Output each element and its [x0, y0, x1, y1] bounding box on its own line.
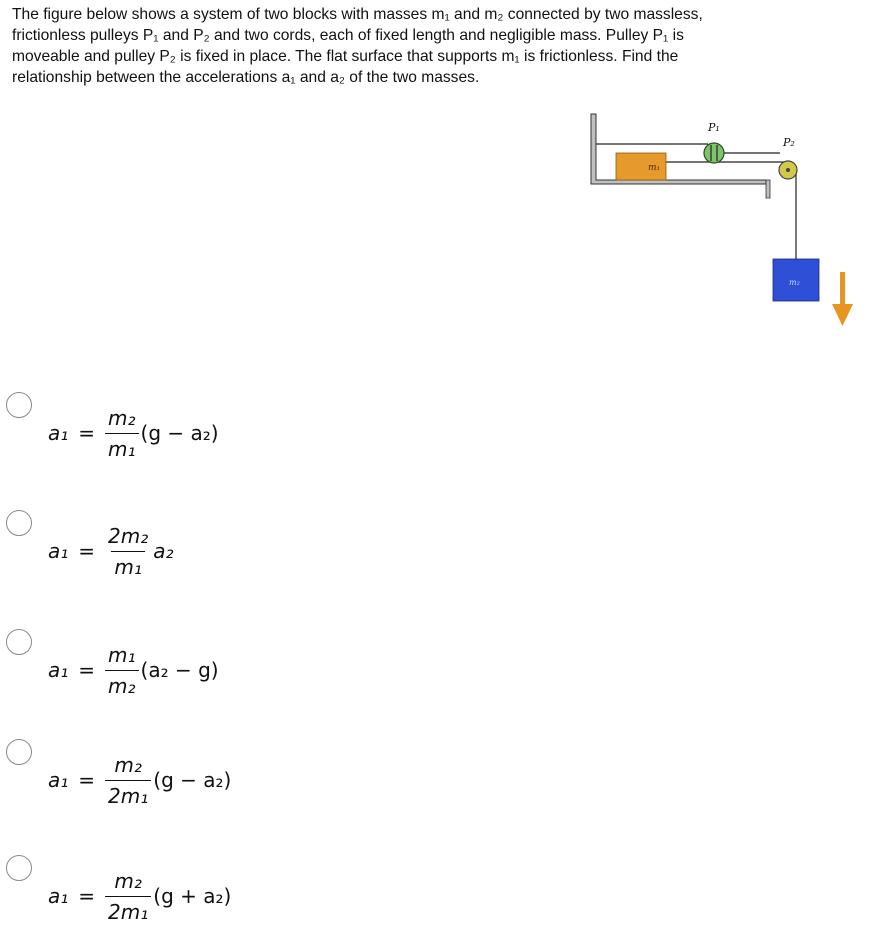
pulley-p1-label: P₁ [708, 121, 720, 134]
fraction-numerator: m₂ [114, 868, 142, 893]
formula-lhs: a₁ [48, 658, 69, 682]
formula-lhs: a₁ [48, 768, 69, 792]
fraction-denominator: m₁ [105, 433, 139, 461]
formula [48, 745, 231, 815]
pulley-p2-hub [786, 168, 790, 172]
formula-lhs: a₁ [48, 421, 69, 445]
radio-button[interactable] [6, 392, 32, 418]
option-4[interactable] [0, 739, 400, 819]
fraction-numerator: 2m₂ [108, 523, 149, 548]
fraction [105, 869, 151, 924]
fraction-numerator: m₂ [108, 405, 136, 430]
formula-tail: (a₂ − g) [140, 658, 219, 682]
fraction [105, 753, 151, 808]
fraction [105, 643, 139, 698]
fraction [105, 406, 139, 461]
formula-tail: (g − a₂) [140, 421, 219, 445]
question-line-4: relationship between the accelerations a₁ and a₂ of the two masses. [12, 69, 480, 86]
pulley-diagram [580, 112, 870, 337]
question-line-3: moveable and pulley P₂ is fixed in place. The flat surface that supports m₁ is frictionless. Find the [12, 48, 679, 65]
formula [48, 398, 219, 468]
radio-button[interactable] [6, 510, 32, 536]
formula-lhs: a₁ [48, 539, 69, 563]
formula [48, 516, 174, 586]
radio-button[interactable] [6, 629, 32, 655]
formula-tail: (g + a₂) [153, 884, 232, 908]
block-m2-label: m₂ [789, 278, 800, 287]
pulley-p1 [704, 143, 724, 163]
pulley-system-figure [580, 112, 870, 337]
radio-button[interactable] [6, 855, 32, 881]
formula-equals: = [78, 768, 96, 792]
question-line-2: frictionless pulleys P₁ and P₂ and two cords, each of fixed length and negligible mass. Pulley P₁ is [12, 27, 684, 44]
question-line-1: The figure below shows a system of two blocks with masses m₁ and m₂ connected by two massless, [12, 6, 703, 23]
option-2[interactable] [0, 510, 400, 590]
option-1[interactable] [0, 392, 400, 472]
table-leg [766, 180, 770, 198]
fraction-denominator: m₁ [111, 551, 145, 579]
formula-equals: = [78, 884, 96, 908]
fraction-numerator: m₁ [108, 642, 136, 667]
fraction [105, 524, 151, 579]
formula-tail: a₂ [153, 539, 174, 563]
formula-tail: (g − a₂) [153, 768, 232, 792]
question-text [12, 4, 882, 88]
acceleration-arrow-icon [832, 272, 853, 326]
fraction-denominator: m₂ [105, 670, 139, 698]
fraction-denominator: 2m₁ [105, 896, 151, 924]
fraction-denominator: 2m₁ [105, 780, 151, 808]
formula [48, 635, 219, 705]
fraction-numerator: m₂ [114, 752, 142, 777]
formula-equals: = [78, 539, 96, 563]
pulley-p2-label: P₂ [783, 136, 795, 149]
option-5[interactable] [0, 855, 400, 935]
radio-button[interactable] [6, 739, 32, 765]
formula-lhs: a₁ [48, 884, 69, 908]
block-m1-label: m₁ [648, 163, 661, 173]
option-3[interactable] [0, 629, 400, 709]
formula-equals: = [78, 421, 96, 445]
formula-equals: = [78, 658, 96, 682]
